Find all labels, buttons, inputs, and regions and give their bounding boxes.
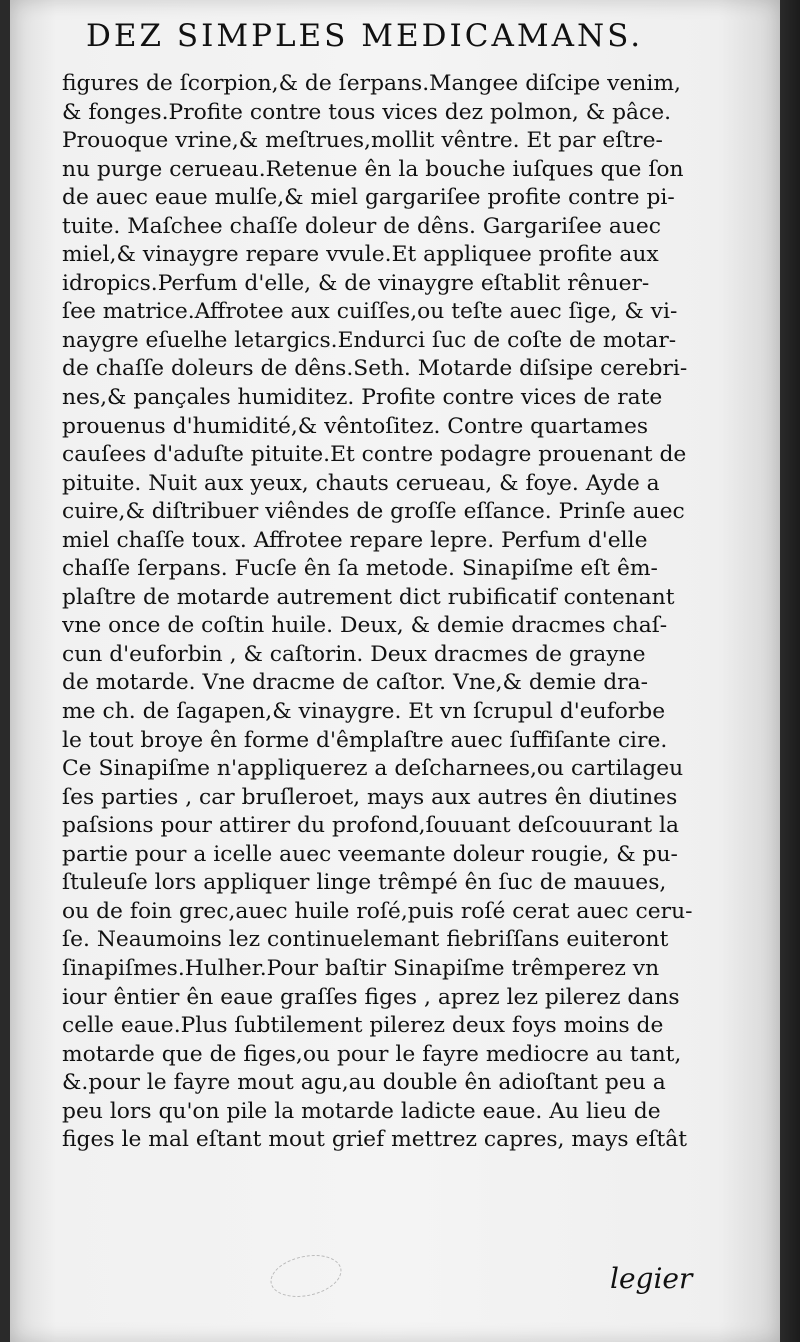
text-line: partie pour a icelle auec veemante doleur rougie, & pu-	[62, 841, 678, 867]
book-page	[10, 0, 780, 1342]
text-line: cun d'euforbin , & caſtorin. Deux dracmes de grayne	[62, 641, 646, 667]
text-line: vne once de coſtin huile. Deux, & demie dracmes chaſ-	[62, 613, 668, 639]
text-line: iour êntier ên eaue graſſes figes , aprez lez pilerez dans	[62, 984, 680, 1010]
text-line: ſe. Neaumoins lez continuelemant fiebriſſans euiteront	[62, 927, 669, 953]
text-line: plaſtre de motarde autrement dict rubificatif contenant	[62, 584, 675, 610]
text-line: peu lors qu'on pile la motarde ladicte eaue. Au lieu de	[62, 1098, 661, 1124]
text-line: motarde que de figes,ou pour le fayre mediocre au tant,	[62, 1041, 682, 1067]
text-line: Prouoque vrine,& meſtrues,mollit vêntre. Et par eſtre-	[62, 128, 663, 154]
text-line: cauſees d'aduſte pituite.Et contre podagre prouenant de	[62, 442, 687, 468]
text-line: tuite. Maſchee chaſſe doleur de dêns. Gargariſee auec	[62, 213, 661, 239]
text-line: pituite. Nuit aux yeux, chauts cerueau, & foye. Ayde a	[62, 470, 660, 496]
text-line: nu purge cerueau.Retenue ên la bouche iuſques que ſon	[62, 156, 684, 182]
text-line: ou de foin grec,auec huile roſé,puis roſé cerat auec ceru-	[62, 898, 693, 924]
page-edge-shadow	[780, 0, 800, 1342]
text-line: de auec eaue mulſe,& miel gargariſee profite contre pi-	[62, 185, 675, 211]
text-line: &.pour le fayre mout agu,au double ên adioſtant peu a	[62, 1070, 666, 1096]
text-line: cuire,& diſtribuer viêndes de groſſe eſſance. Prinſe auec	[62, 499, 685, 525]
text-line: me ch. de ſagapen,& vinaygre. Et vn ſcrupul d'euforbe	[62, 699, 666, 725]
text-line: idropics.Perfum d'elle, & de vinaygre eſtablit rênuer-	[62, 270, 650, 296]
text-line: naygre eſuelhe letargics.Endurci ſuc de coſte de motar-	[62, 327, 677, 353]
text-line: paſsions pour attirer du profond,ſouuant deſcouurant la	[62, 813, 680, 839]
text-line: miel chaſſe toux. Affrotee repare lepre. Perfum d'elle	[62, 527, 648, 553]
text-line: ſtuleuſe lors appliquer linge trêmpé ên ſuc de mauues,	[62, 870, 667, 896]
text-line: ſes parties , car bruſleroet, mays aux autres ên diutines	[62, 784, 678, 810]
text-line: le tout broye ên forme d'êmplaſtre auec ſuffiſante cire.	[62, 727, 668, 753]
text-line: de chaſſe doleurs de dêns.Seth. Motarde diſsipe cerebri-	[62, 356, 688, 382]
text-line: & fonges.Profite contre tous vices dez polmon, & pâce.	[62, 99, 672, 125]
body-text	[62, 70, 747, 1155]
running-head: DEZ SIMPLES MEDICAMANS.	[86, 18, 644, 54]
text-line: ſinapiſmes.Hulher.Pour baſtir Sinapiſme trêmperez vn	[62, 955, 660, 981]
text-line: nes,& pançales humiditez. Profite contre vices de rate	[62, 385, 663, 411]
text-line: figures de ſcorpion,& de ſerpans.Mangee diſcipe venim,	[62, 71, 681, 96]
text-line: celle eaue.Plus ſubtilement pilerez deux foys moins de	[62, 1013, 664, 1039]
text-line: miel,& vinaygre repare vvule.Et appliquee profite aux	[62, 242, 659, 268]
text-line: de motarde. Vne dracme de caſtor. Vne,& demie dra-	[62, 670, 648, 696]
ink-smudge	[267, 1249, 346, 1303]
text-line: ſee matrice.Affrotee aux cuiſſes,ou teſte auec ſige, & vi-	[62, 299, 678, 325]
text-line: Ce Sinapiſme n'appliquerez a deſcharnees,ou cartilageu	[62, 756, 684, 782]
text-line: figes le mal eſtant mout grief mettrez capres, mays eſtât	[62, 1127, 687, 1153]
text-line: prouenus d'humidité,& vêntoſitez. Contre quartames	[62, 413, 649, 439]
text-line: chaſſe ſerpans. Fucſe ên ſa metode. Sinapiſme eſt êm-	[62, 556, 658, 582]
catchword: legier	[610, 1262, 693, 1295]
